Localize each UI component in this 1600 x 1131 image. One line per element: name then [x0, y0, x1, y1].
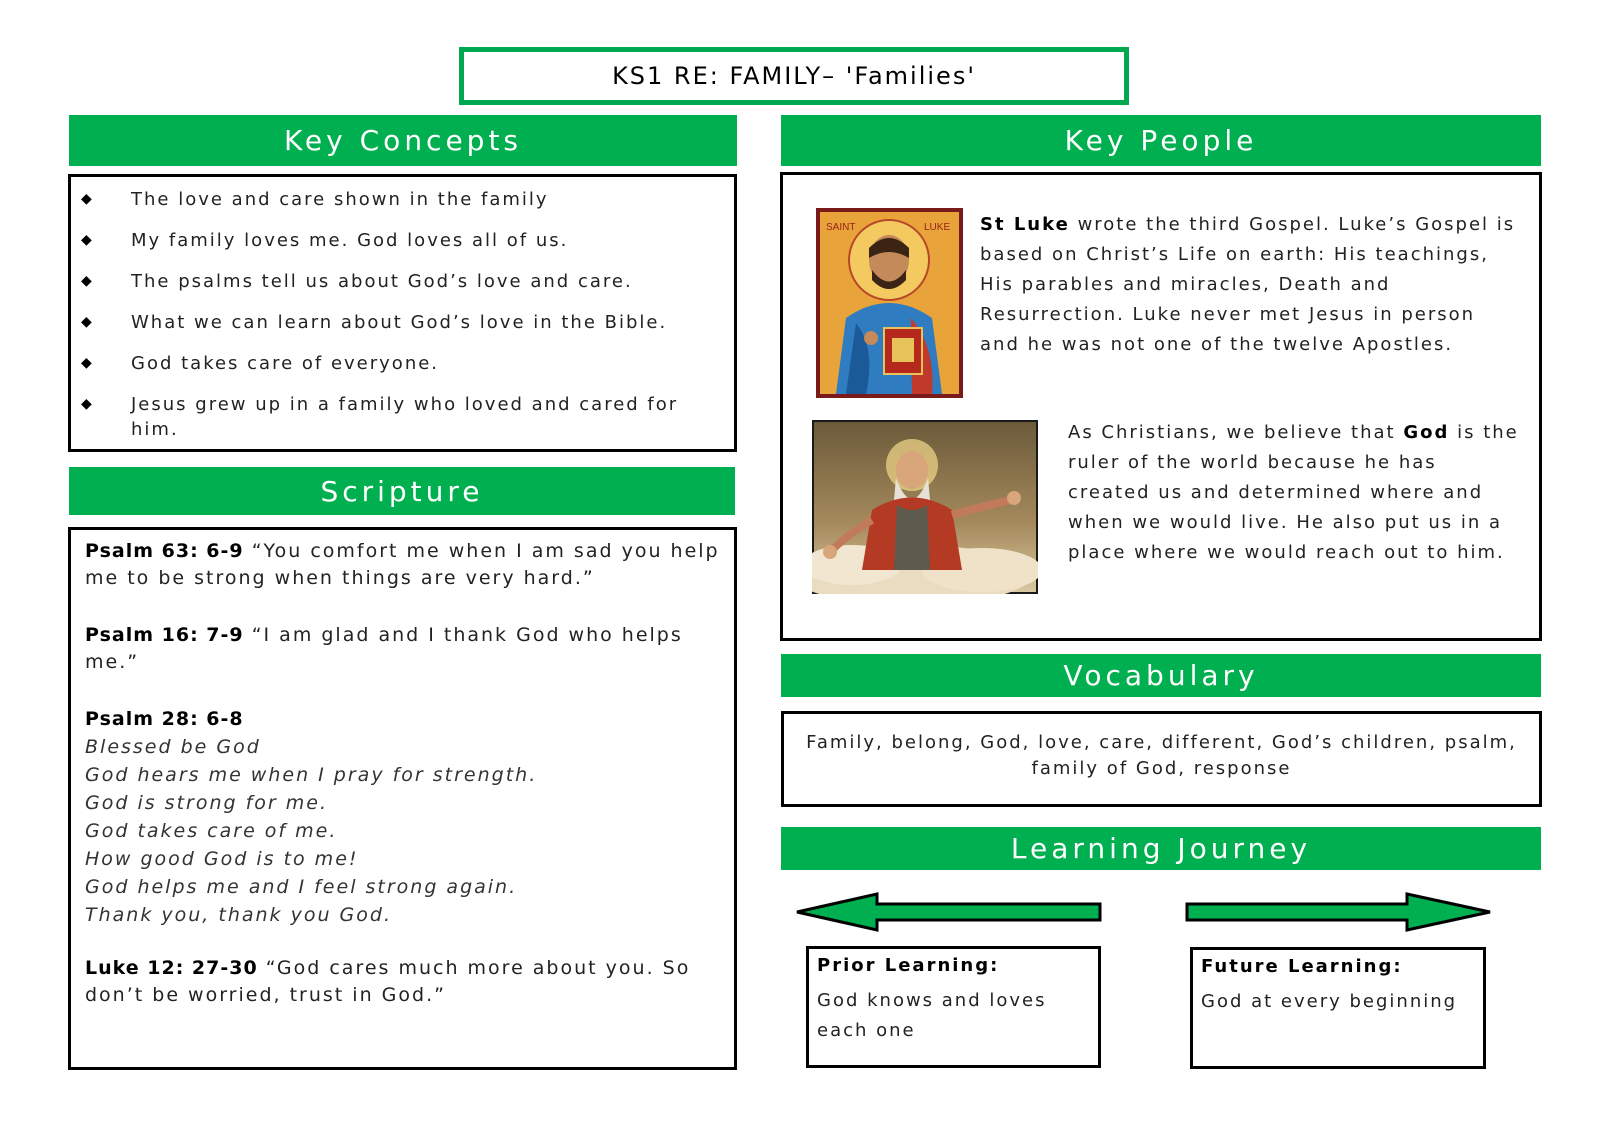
psalm-28-line: How good God is to me! — [85, 848, 359, 870]
list-item — [71, 310, 734, 351]
god-description — [1068, 418, 1523, 568]
list-item — [71, 187, 734, 228]
psalm-28-ref: Psalm 28: 6-8 — [85, 708, 244, 730]
bullet-icon: ◆ — [81, 314, 94, 330]
st-luke-icon — [816, 208, 963, 398]
page-title — [459, 47, 1129, 105]
scripture-box — [68, 527, 737, 1070]
key-concepts-list — [71, 187, 734, 446]
future-learning-box — [1190, 947, 1486, 1069]
bullet-icon: ◆ — [81, 355, 94, 371]
key-people-heading: Key People — [1064, 124, 1258, 157]
bullet-icon: ◆ — [81, 273, 94, 289]
list-item-text: What we can learn about God’s love in the Bible. — [131, 312, 668, 333]
psalm-63-passage — [71, 538, 734, 592]
psalm-28-line: God helps me and I feel strong again. — [85, 876, 518, 898]
scripture-heading: Scripture — [320, 474, 484, 508]
luke-12-passage — [71, 955, 734, 1009]
key-concepts-header — [69, 115, 737, 166]
psalm-16-text: “I am glad and I thank God who helps me.” — [85, 624, 683, 673]
luke-12-ref: Luke 12: 27-30 — [85, 957, 258, 979]
god-painting — [812, 420, 1038, 594]
psalm-28-line: God takes care of me. — [85, 820, 338, 842]
god-painting-image — [812, 420, 1038, 594]
st-luke-text: wrote the third Gospel. Luke’s Gospel is based on Christ’s Life on earth: His teachings, His parables and miracles, Death and Resurrection. Luke never met Jesus in person and he was not one of the twelve Apostles. — [980, 214, 1516, 355]
vocabulary-text: Family, belong, God, love, care, different, God’s children, psalm, family of God, response — [806, 732, 1517, 779]
bullet-icon: ◆ — [81, 232, 94, 248]
learning-journey-heading: Learning Journey — [1010, 832, 1312, 865]
learning-journey-header — [781, 827, 1541, 870]
key-people-header — [781, 115, 1541, 166]
psalm-63-ref: Psalm 63: 6-9 — [85, 540, 244, 562]
psalm-28-line: God is strong for me. — [85, 792, 328, 814]
prior-learning-text: God knows and loves each one — [817, 990, 1047, 1041]
list-item — [71, 392, 734, 446]
scripture-header — [69, 467, 735, 515]
vocabulary-header — [781, 654, 1541, 697]
st-luke-name: St Luke — [980, 214, 1070, 235]
psalm-16-ref: Psalm 16: 7-9 — [85, 624, 244, 646]
psalm-28-line: Thank you, thank you God. — [85, 904, 392, 926]
future-learning-text: God at every beginning — [1201, 991, 1458, 1012]
psalm-28-ref-line — [71, 706, 734, 733]
bullet-icon: ◆ — [81, 396, 94, 412]
list-item — [71, 269, 734, 310]
list-item — [71, 351, 734, 392]
st-luke-icon-image — [816, 208, 963, 398]
god-bold-word: God — [1403, 422, 1450, 443]
god-text-before: As Christians, we believe that — [1068, 422, 1396, 443]
icon-label-luke: LUKE — [924, 222, 951, 233]
key-people-box — [780, 172, 1542, 641]
key-concepts-heading: Key Concepts — [283, 124, 523, 157]
vocabulary-box — [781, 711, 1542, 807]
arrow-left-icon — [795, 892, 1105, 932]
list-item-text: God takes care of everyone. — [131, 353, 440, 374]
bullet-icon: ◆ — [81, 191, 94, 207]
prior-learning-title: Prior Learning: — [817, 955, 1000, 976]
list-item-text: Jesus grew up in a family who loved and cared for him. — [131, 394, 679, 440]
key-concepts-box — [68, 174, 737, 452]
list-item-text: The love and care shown in the family — [131, 189, 549, 210]
psalm-28-line: Blessed be God — [85, 736, 261, 758]
psalm-16-passage — [71, 622, 734, 676]
luke-12-text: “God cares much more about you. So don’t be worried, trust in God.” — [85, 957, 691, 1006]
vocabulary-heading: Vocabulary — [1063, 659, 1259, 692]
list-item — [71, 228, 734, 269]
list-item-text: The psalms tell us about God’s love and care. — [131, 271, 633, 292]
list-item-text: My family loves me. God loves all of us. — [131, 230, 569, 251]
future-learning-title: Future Learning: — [1201, 956, 1403, 977]
psalm-28-lines — [71, 733, 734, 929]
page-title-text: KS1 RE: FAMILY– 'Families' — [612, 62, 976, 90]
icon-label-saint: SAINT — [826, 222, 856, 233]
psalm-28-line: God hears me when I pray for strength. — [85, 764, 538, 786]
prior-learning-box — [806, 946, 1101, 1068]
arrow-right-icon — [1185, 892, 1495, 932]
psalm-63-text: “You comfort me when I am sad you help me to be strong when things are very hard.” — [85, 540, 720, 589]
st-luke-description — [980, 210, 1520, 360]
god-text-after: is the ruler of the world because he has created us and determined where and when we would live. He also put us in a place where we would reach out to him. — [1068, 422, 1519, 563]
